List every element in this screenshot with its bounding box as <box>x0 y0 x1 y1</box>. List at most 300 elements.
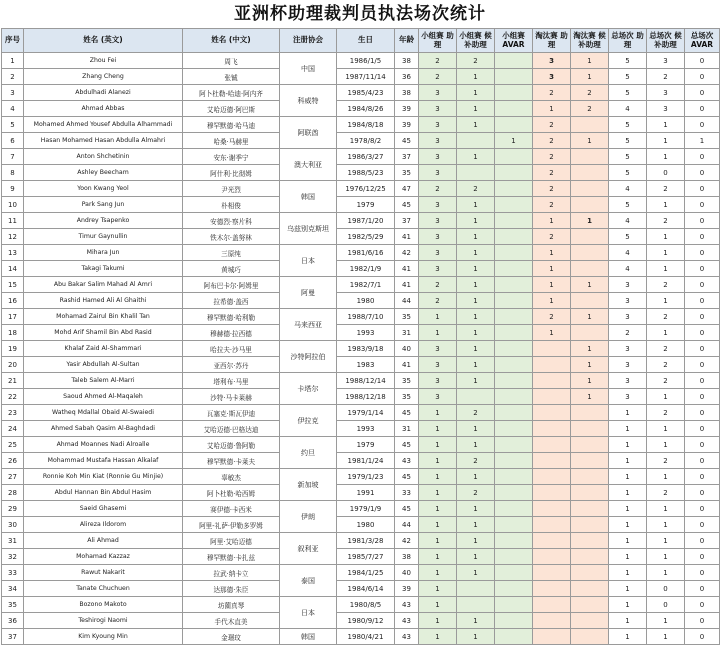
row-number-cell: 37 <box>2 629 24 645</box>
knockout-assistant-cell <box>533 517 571 533</box>
total-reserve-cell: 1 <box>647 549 685 565</box>
group-avar-cell <box>495 117 533 133</box>
knockout-assistant-cell: 2 <box>533 117 571 133</box>
group-avar-cell <box>495 501 533 517</box>
total-assistant-cell: 1 <box>609 501 647 517</box>
table-row <box>2 485 720 501</box>
age-cell: 39 <box>395 581 419 597</box>
table-row <box>2 197 720 213</box>
group-avar-cell <box>495 613 533 629</box>
knockout-reserve-cell <box>571 437 609 453</box>
birthday-cell: 1993 <box>337 325 395 341</box>
total-avar-cell: 0 <box>685 389 720 405</box>
total-assistant-cell: 1 <box>609 549 647 565</box>
group-avar-cell <box>495 309 533 325</box>
knockout-assistant-cell <box>533 629 571 645</box>
header-knockout-assistant: 淘汰赛 助理 <box>533 29 571 53</box>
name-en-cell: Kim Kyoung Min <box>24 629 183 645</box>
total-avar-cell: 0 <box>685 69 720 85</box>
total-reserve-cell: 1 <box>647 197 685 213</box>
row-number-cell: 36 <box>2 613 24 629</box>
total-avar-cell: 0 <box>685 181 720 197</box>
total-reserve-cell: 1 <box>647 261 685 277</box>
total-assistant-cell: 4 <box>609 213 647 229</box>
birthday-cell: 1984/1/25 <box>337 565 395 581</box>
knockout-reserve-cell <box>571 485 609 501</box>
knockout-assistant-cell <box>533 549 571 565</box>
table-row <box>2 309 720 325</box>
group-avar-cell <box>495 165 533 181</box>
association-cell: 澳大利亚 <box>280 149 337 181</box>
table-row <box>2 437 720 453</box>
age-cell: 45 <box>395 437 419 453</box>
knockout-reserve-cell: 1 <box>571 389 609 405</box>
row-number-cell: 18 <box>2 325 24 341</box>
knockout-assistant-cell: 2 <box>533 181 571 197</box>
group-assistant-cell: 1 <box>419 469 457 485</box>
name-cn-cell: 瓦塞克·斯瓦伊迪 <box>183 405 280 421</box>
group-avar-cell <box>495 149 533 165</box>
group-reserve-cell: 1 <box>457 309 495 325</box>
total-avar-cell: 0 <box>685 453 720 469</box>
association-cell: 伊拉克 <box>280 405 337 437</box>
birthday-cell: 1985/7/27 <box>337 549 395 565</box>
row-number-cell: 27 <box>2 469 24 485</box>
name-cn-cell: 周飞 <box>183 53 280 69</box>
row-number-cell: 2 <box>2 69 24 85</box>
knockout-assistant-cell <box>533 469 571 485</box>
group-avar-cell <box>495 261 533 277</box>
table-row <box>2 213 720 229</box>
name-en-cell: Ahmad Abbas <box>24 101 183 117</box>
group-reserve-cell: 1 <box>457 629 495 645</box>
header-name-en: 姓名 (英文) <box>24 29 183 53</box>
knockout-reserve-cell <box>571 629 609 645</box>
total-reserve-cell: 1 <box>647 229 685 245</box>
group-assistant-cell: 3 <box>419 149 457 165</box>
table-row <box>2 405 720 421</box>
name-cn-cell: 金璟玟 <box>183 629 280 645</box>
age-cell: 42 <box>395 533 419 549</box>
total-assistant-cell: 4 <box>609 101 647 117</box>
row-number-cell: 32 <box>2 549 24 565</box>
knockout-reserve-cell <box>571 533 609 549</box>
total-reserve-cell: 0 <box>647 597 685 613</box>
group-reserve-cell: 1 <box>457 85 495 101</box>
group-reserve-cell: 1 <box>457 197 495 213</box>
knockout-reserve-cell: 1 <box>571 341 609 357</box>
name-cn-cell: 艾哈迈德·阿巴斯 <box>183 101 280 117</box>
row-number-cell: 13 <box>2 245 24 261</box>
group-assistant-cell: 3 <box>419 133 457 149</box>
name-cn-cell: 穆赫德·拉西德 <box>183 325 280 341</box>
association-cell: 韩国 <box>280 629 337 645</box>
name-cn-cell: 哈桑·马赫里 <box>183 133 280 149</box>
row-number-cell: 26 <box>2 453 24 469</box>
name-cn-cell: 拉武·纳卡立 <box>183 565 280 581</box>
group-reserve-cell: 1 <box>457 101 495 117</box>
total-assistant-cell: 1 <box>609 565 647 581</box>
total-reserve-cell: 2 <box>647 213 685 229</box>
total-avar-cell: 0 <box>685 405 720 421</box>
group-assistant-cell: 3 <box>419 341 457 357</box>
age-cell: 38 <box>395 85 419 101</box>
group-reserve-cell: 1 <box>457 533 495 549</box>
association-cell: 新加坡 <box>280 469 337 501</box>
total-assistant-cell: 1 <box>609 517 647 533</box>
table-row <box>2 501 720 517</box>
knockout-reserve-cell: 1 <box>571 53 609 69</box>
total-reserve-cell: 2 <box>647 309 685 325</box>
page-title: 亚洲杯助理裁判员执法场次统计 <box>234 4 486 24</box>
total-assistant-cell: 3 <box>609 293 647 309</box>
age-cell: 42 <box>395 245 419 261</box>
group-assistant-cell: 1 <box>419 501 457 517</box>
group-assistant-cell: 1 <box>419 597 457 613</box>
row-number-cell: 3 <box>2 85 24 101</box>
group-avar-cell <box>495 69 533 85</box>
age-cell: 36 <box>395 69 419 85</box>
group-reserve-cell: 1 <box>457 149 495 165</box>
name-en-cell: Mohamad Zairul Bin Khalil Tan <box>24 309 183 325</box>
total-reserve-cell: 1 <box>647 629 685 645</box>
knockout-reserve-cell <box>571 229 609 245</box>
row-number-cell: 25 <box>2 437 24 453</box>
total-reserve-cell: 1 <box>647 245 685 261</box>
total-assistant-cell: 3 <box>609 341 647 357</box>
total-reserve-cell: 3 <box>647 101 685 117</box>
birthday-cell: 1983/9/18 <box>337 341 395 357</box>
group-assistant-cell: 3 <box>419 85 457 101</box>
birthday-cell: 1980 <box>337 517 395 533</box>
group-reserve-cell <box>457 389 495 405</box>
total-reserve-cell: 1 <box>647 117 685 133</box>
knockout-reserve-cell <box>571 181 609 197</box>
group-avar-cell <box>495 421 533 437</box>
group-reserve-cell: 1 <box>457 261 495 277</box>
name-en-cell: Taleb Salem Al-Marri <box>24 373 183 389</box>
knockout-assistant-cell <box>533 501 571 517</box>
total-reserve-cell: 1 <box>647 469 685 485</box>
birthday-cell: 1991 <box>337 485 395 501</box>
association-cell: 中国 <box>280 53 337 85</box>
knockout-reserve-cell: 2 <box>571 85 609 101</box>
group-assistant-cell: 1 <box>419 581 457 597</box>
name-cn-cell: 拉希德·盖西 <box>183 293 280 309</box>
group-reserve-cell <box>457 133 495 149</box>
group-reserve-cell: 1 <box>457 277 495 293</box>
knockout-assistant-cell <box>533 341 571 357</box>
total-avar-cell: 0 <box>685 197 720 213</box>
birthday-cell: 1980/4/21 <box>337 629 395 645</box>
name-cn-cell: 张铖 <box>183 69 280 85</box>
knockout-reserve-cell <box>571 517 609 533</box>
group-reserve-cell: 1 <box>457 501 495 517</box>
row-number-cell: 34 <box>2 581 24 597</box>
total-reserve-cell: 1 <box>647 565 685 581</box>
row-number-cell: 4 <box>2 101 24 117</box>
knockout-reserve-cell <box>571 549 609 565</box>
group-reserve-cell: 1 <box>457 293 495 309</box>
total-avar-cell: 0 <box>685 277 720 293</box>
group-reserve-cell: 1 <box>457 373 495 389</box>
group-assistant-cell: 1 <box>419 421 457 437</box>
age-cell: 41 <box>395 357 419 373</box>
group-assistant-cell: 1 <box>419 325 457 341</box>
group-avar-cell <box>495 389 533 405</box>
total-reserve-cell: 2 <box>647 69 685 85</box>
knockout-assistant-cell <box>533 565 571 581</box>
group-reserve-cell: 1 <box>457 325 495 341</box>
knockout-reserve-cell <box>571 149 609 165</box>
row-number-cell: 1 <box>2 53 24 69</box>
knockout-reserve-cell <box>571 165 609 181</box>
age-cell: 38 <box>395 549 419 565</box>
birthday-cell: 1980/8/5 <box>337 597 395 613</box>
total-reserve-cell: 1 <box>647 325 685 341</box>
name-en-cell: Park Sang Jun <box>24 197 183 213</box>
table-row <box>2 229 720 245</box>
name-cn-cell: 阿卜杜勒-哈迪·阿内齐 <box>183 85 280 101</box>
total-assistant-cell: 5 <box>609 69 647 85</box>
birthday-cell: 1979/1/23 <box>337 469 395 485</box>
group-assistant-cell: 1 <box>419 533 457 549</box>
group-reserve-cell: 1 <box>457 117 495 133</box>
total-reserve-cell: 1 <box>647 133 685 149</box>
total-avar-cell: 0 <box>685 53 720 69</box>
name-en-cell: Bozono Makoto <box>24 597 183 613</box>
header-association: 注册协会 <box>280 29 337 53</box>
group-avar-cell <box>495 197 533 213</box>
group-assistant-cell: 3 <box>419 197 457 213</box>
group-avar-cell <box>495 581 533 597</box>
table-row <box>2 469 720 485</box>
group-assistant-cell: 2 <box>419 277 457 293</box>
knockout-assistant-cell <box>533 373 571 389</box>
name-cn-cell: 手代木直美 <box>183 613 280 629</box>
total-avar-cell: 0 <box>685 117 720 133</box>
total-assistant-cell: 3 <box>609 373 647 389</box>
age-cell: 45 <box>395 469 419 485</box>
group-avar-cell <box>495 293 533 309</box>
total-assistant-cell: 1 <box>609 469 647 485</box>
total-assistant-cell: 3 <box>609 277 647 293</box>
knockout-assistant-cell <box>533 597 571 613</box>
total-avar-cell: 0 <box>685 373 720 389</box>
name-en-cell: Zhou Fei <box>24 53 183 69</box>
row-number-cell: 33 <box>2 565 24 581</box>
knockout-assistant-cell: 2 <box>533 309 571 325</box>
total-avar-cell: 0 <box>685 501 720 517</box>
table-row <box>2 325 720 341</box>
group-reserve-cell: 1 <box>457 437 495 453</box>
total-avar-cell: 0 <box>685 469 720 485</box>
name-en-cell: Watheq Mdallal Obaid Al-Swaiedi <box>24 405 183 421</box>
row-number-cell: 14 <box>2 261 24 277</box>
header-group-assistant: 小组赛 助理 <box>419 29 457 53</box>
total-assistant-cell: 1 <box>609 613 647 629</box>
knockout-reserve-cell <box>571 117 609 133</box>
total-assistant-cell: 1 <box>609 533 647 549</box>
total-avar-cell: 0 <box>685 533 720 549</box>
total-avar-cell: 0 <box>685 229 720 245</box>
total-avar-cell: 0 <box>685 485 720 501</box>
association-cell: 阿联酋 <box>280 117 337 149</box>
age-cell: 47 <box>395 181 419 197</box>
knockout-reserve-cell <box>571 405 609 421</box>
table-row <box>2 341 720 357</box>
group-assistant-cell: 2 <box>419 69 457 85</box>
knockout-reserve-cell <box>571 565 609 581</box>
group-reserve-cell: 1 <box>457 421 495 437</box>
knockout-assistant-cell: 1 <box>533 325 571 341</box>
name-en-cell: Tanate Chuchuen <box>24 581 183 597</box>
row-number-cell: 21 <box>2 373 24 389</box>
group-assistant-cell: 3 <box>419 261 457 277</box>
knockout-reserve-cell: 1 <box>571 373 609 389</box>
total-avar-cell: 1 <box>685 133 720 149</box>
name-en-cell: Teshirogi Naomi <box>24 613 183 629</box>
group-avar-cell <box>495 485 533 501</box>
knockout-assistant-cell: 1 <box>533 277 571 293</box>
row-number-cell: 35 <box>2 597 24 613</box>
group-assistant-cell: 1 <box>419 437 457 453</box>
name-cn-cell: 塔利布·马里 <box>183 373 280 389</box>
group-assistant-cell: 3 <box>419 373 457 389</box>
knockout-assistant-cell: 3 <box>533 53 571 69</box>
group-avar-cell <box>495 469 533 485</box>
age-cell: 40 <box>395 341 419 357</box>
association-cell: 叙利亚 <box>280 533 337 565</box>
total-reserve-cell: 1 <box>647 389 685 405</box>
name-en-cell: Yasir Abdullah Al-Sultan <box>24 357 183 373</box>
name-en-cell: Yoon Kwang Yeol <box>24 181 183 197</box>
row-number-cell: 24 <box>2 421 24 437</box>
age-cell: 35 <box>395 309 419 325</box>
total-avar-cell: 0 <box>685 341 720 357</box>
knockout-reserve-cell <box>571 261 609 277</box>
name-cn-cell: 穆罕默德·卡莱夫 <box>183 453 280 469</box>
group-avar-cell <box>495 245 533 261</box>
knockout-assistant-cell: 2 <box>533 197 571 213</box>
group-reserve-cell: 2 <box>457 485 495 501</box>
birthday-cell: 1984/8/26 <box>337 101 395 117</box>
table-row <box>2 165 720 181</box>
name-en-cell: Hasan Mohamed Hasan Abdulla Almahri <box>24 133 183 149</box>
age-cell: 41 <box>395 229 419 245</box>
association-cell: 阿曼 <box>280 277 337 309</box>
name-en-cell: Saeid Ghasemi <box>24 501 183 517</box>
total-reserve-cell: 2 <box>647 373 685 389</box>
birthday-cell: 1987/1/20 <box>337 213 395 229</box>
total-reserve-cell: 1 <box>647 149 685 165</box>
name-en-cell: Ahmed Sabah Qasim Al-Baghdadi <box>24 421 183 437</box>
total-avar-cell: 0 <box>685 549 720 565</box>
birthday-cell: 1979/1/14 <box>337 405 395 421</box>
header-no: 序号 <box>2 29 24 53</box>
name-cn-cell: 穆罕默德·哈利勒 <box>183 309 280 325</box>
total-assistant-cell: 1 <box>609 453 647 469</box>
knockout-assistant-cell: 2 <box>533 229 571 245</box>
name-en-cell: Rawut Nakarit <box>24 565 183 581</box>
name-cn-cell: 沙特·马卡莱赫 <box>183 389 280 405</box>
name-en-cell: Anton Shchetinin <box>24 149 183 165</box>
age-cell: 37 <box>395 213 419 229</box>
age-cell: 45 <box>395 405 419 421</box>
age-cell: 43 <box>395 613 419 629</box>
knockout-assistant-cell: 2 <box>533 133 571 149</box>
table-row <box>2 613 720 629</box>
table-row <box>2 133 720 149</box>
age-cell: 35 <box>395 389 419 405</box>
knockout-assistant-cell <box>533 421 571 437</box>
group-assistant-cell: 1 <box>419 485 457 501</box>
name-cn-cell: 铁木尔·盖努林 <box>183 229 280 245</box>
association-cell: 日本 <box>280 245 337 277</box>
birthday-cell: 1988/7/10 <box>337 309 395 325</box>
knockout-assistant-cell: 1 <box>533 101 571 117</box>
group-reserve-cell: 1 <box>457 469 495 485</box>
group-avar-cell <box>495 357 533 373</box>
total-avar-cell: 0 <box>685 517 720 533</box>
header-total-avar: 总场次 AVAR <box>685 29 720 53</box>
total-assistant-cell: 5 <box>609 85 647 101</box>
birthday-cell: 1981/6/16 <box>337 245 395 261</box>
total-avar-cell: 0 <box>685 245 720 261</box>
birthday-cell: 1982/5/29 <box>337 229 395 245</box>
row-number-cell: 11 <box>2 213 24 229</box>
total-assistant-cell: 3 <box>609 357 647 373</box>
association-cell: 卡塔尔 <box>280 373 337 405</box>
name-cn-cell: 赛伊德·卡西米 <box>183 501 280 517</box>
birthday-cell: 1980 <box>337 293 395 309</box>
name-cn-cell: 阿里-礼萨·伊勒多罗姆 <box>183 517 280 533</box>
age-cell: 31 <box>395 421 419 437</box>
knockout-reserve-cell <box>571 325 609 341</box>
total-reserve-cell: 2 <box>647 277 685 293</box>
total-reserve-cell: 0 <box>647 581 685 597</box>
total-reserve-cell: 1 <box>647 533 685 549</box>
referee-stats-table <box>1 28 720 645</box>
group-avar-cell <box>495 597 533 613</box>
row-number-cell: 12 <box>2 229 24 245</box>
total-avar-cell: 0 <box>685 85 720 101</box>
birthday-cell: 1986/3/27 <box>337 149 395 165</box>
knockout-reserve-cell <box>571 293 609 309</box>
knockout-reserve-cell: 1 <box>571 213 609 229</box>
row-number-cell: 29 <box>2 501 24 517</box>
name-cn-cell: 安德烈·察片科 <box>183 213 280 229</box>
group-reserve-cell: 1 <box>457 565 495 581</box>
total-assistant-cell: 2 <box>609 325 647 341</box>
group-reserve-cell: 1 <box>457 613 495 629</box>
total-assistant-cell: 1 <box>609 421 647 437</box>
name-cn-cell: 阿卜杜勒·哈西姆 <box>183 485 280 501</box>
knockout-reserve-cell <box>571 613 609 629</box>
row-number-cell: 8 <box>2 165 24 181</box>
total-avar-cell: 0 <box>685 629 720 645</box>
knockout-reserve-cell <box>571 245 609 261</box>
total-assistant-cell: 3 <box>609 389 647 405</box>
name-en-cell: Andrey Tsapenko <box>24 213 183 229</box>
table-row <box>2 373 720 389</box>
row-number-cell: 19 <box>2 341 24 357</box>
group-reserve-cell: 1 <box>457 229 495 245</box>
association-cell: 马来西亚 <box>280 309 337 341</box>
table-row <box>2 549 720 565</box>
total-avar-cell: 0 <box>685 309 720 325</box>
name-en-cell: Mohammad Mustafa Hassan Alkalaf <box>24 453 183 469</box>
